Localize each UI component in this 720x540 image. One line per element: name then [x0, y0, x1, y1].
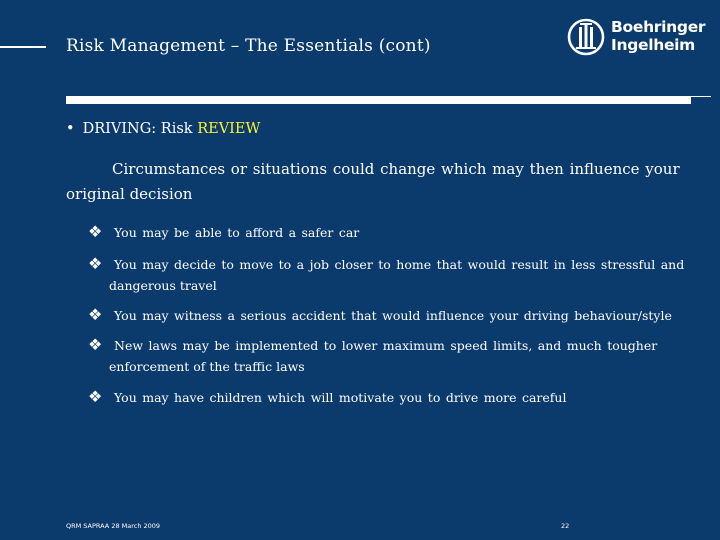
list-item	[88, 254, 684, 296]
diamond-bullet-icon: ❖	[88, 305, 103, 324]
list-item-text: You may be able to afford a safer car	[114, 225, 360, 240]
main-bullet	[66, 121, 260, 137]
list-item	[88, 335, 657, 377]
logo-wordmark	[611, 18, 705, 54]
main-bullet-highlight: REVIEW	[197, 121, 261, 137]
list-item	[88, 305, 672, 326]
diamond-bullet-icon: ❖	[88, 222, 103, 241]
list-item-continuation: enforcement of the traffic laws	[109, 359, 305, 374]
boehringer-building-icon	[567, 17, 605, 57]
list-item-text: New laws may be implemented to lower maximum speed limits, and much tougher	[114, 338, 658, 353]
header-rule-extension	[691, 96, 711, 97]
list-item-continuation: dangerous travel	[109, 278, 217, 293]
diamond-bullet-icon: ❖	[88, 387, 103, 406]
list-item	[88, 387, 566, 408]
list-item-text: You may witness a serious accident that would influence your driving behaviour/style	[114, 308, 672, 323]
intro-line-1: Circumstances or situations could change which may then influence your	[112, 160, 680, 178]
company-logo	[567, 17, 706, 59]
diamond-bullet-icon: ❖	[88, 254, 103, 273]
slide-title: Risk Management – The Essentials (cont)	[66, 36, 431, 56]
title-accent-line	[0, 46, 46, 48]
header-rule	[66, 96, 691, 104]
logo-line-2: Ingelheim	[611, 36, 696, 54]
list-item-text: You may have children which will motivate you to drive more careful	[114, 390, 567, 405]
diamond-bullet-icon: ❖	[88, 335, 103, 354]
intro-paragraph	[66, 157, 680, 207]
intro-line-2: original decision	[66, 185, 193, 203]
main-bullet-prefix: DRIVING: Risk	[82, 121, 198, 137]
list-item-text: You may decide to move to a job closer to home that would result in less stressful and	[114, 257, 685, 272]
page-number: 22	[561, 522, 570, 530]
logo-line-1: Boehringer	[611, 18, 706, 36]
footer-text: QRM SAPRAA 28 March 2009	[66, 522, 161, 530]
bullet-dot-icon: •	[66, 121, 75, 137]
list-item	[88, 222, 359, 243]
